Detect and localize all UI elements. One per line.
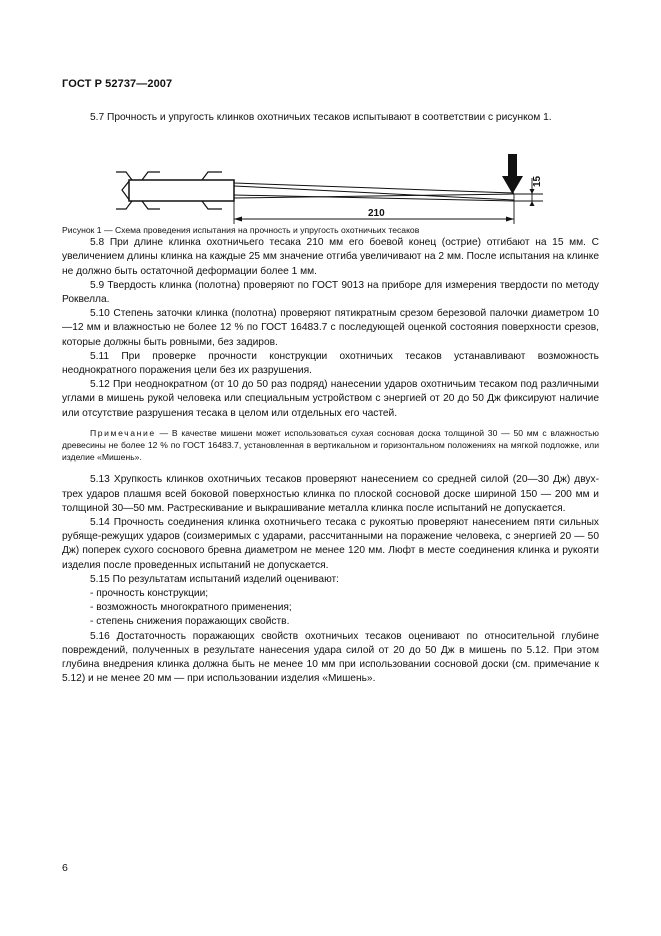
paragraph-5-9: 5.9 Твердость клинка (полотна) проверяют по ГОСТ 9013 на приборе для измерения твердости по методу Роквелла. [62, 279, 599, 306]
paragraph-5-15: 5.15 По результатам испытаний изделий оценивают: [90, 573, 339, 585]
paragraph-5-10: 5.10 Степень заточки клинка (полотна) проверяют пятикратным срезом березовой палочки диаметром 10—12 мм и влажностью не более 12 % по ГОСТ 16483.7 с последующей оценкой состояния поверхности срезов, которые должны быть ровными, без задиров. [62, 308, 599, 348]
length-dimension-label: 210 [368, 208, 385, 220]
test-scheme-diagram [62, 134, 599, 224]
note-label: Примечание [90, 427, 156, 438]
document-body [62, 111, 599, 687]
paragraph-5-14: 5.14 Прочность соединения клинка охотничьего тесака с рукоятью проверяют нанесением пяти сильных рубяще-режущих ударов (соизмеримых с ударами, рассчитанными на поражение человека, с энергией 20 — 50 Дж) поперек сухого соснового бревна диаметром не менее 120 мм. Люфт в месте соединения клинка и рукояти изделия после проведенных испытаний не допускается. [62, 517, 599, 571]
note-text: — В качестве мишени может использоваться сухая сосновая доска толщиной 30 — 50 мм с влажностью древесины не более 12 % по ГОСТ 16483.7, установленная в вертикальном и горизонтальном положениях на мягкой подложке, или изделие «Мишень». [62, 427, 599, 463]
paragraph-5-11: 5.11 При проверке прочности конструкции охотничьих тесаков устанавливают возможность неоднократного поражения цели без их разрушения. [62, 350, 599, 377]
note-5-12 [62, 427, 599, 464]
paragraph-5-8: 5.8 При длине клинка охотничьего тесака 210 мм его боевой конец (острие) отгибают на 15 мм. С увеличением длины клинка на каждые 25 мм значение отгиба увеличивают на 2 мм. После испытания на клинке не должно быть остаточной деформации более 1 мм. [62, 237, 599, 277]
figure-caption: Рисунок 1 — Схема проведения испытания на прочность и упругость охотничьих тесаков [62, 225, 420, 236]
paragraph-5-7: 5.7 Прочность и упругость клинков охотничьих тесаков испытывают в соответствии с рисунком 1. [90, 112, 552, 123]
list-item: - степень снижения поражающих свойств. [90, 616, 290, 628]
force-arrow-shaft [508, 154, 517, 176]
paragraph-5-16: 5.16 Достаточность поражающих свойств охотничьих тесаков оценивают по относительной глубине повреждений, полученных в результате нанесения удара силой от 20 до 50 Дж в мишень по 5.12. При этом глубина внедрения клинка должна быть не менее 10 мм при использовании сосновой доски (см. примечание к 5.12) и не менее 20 мм — при использовании изделия «Мишень». [62, 630, 599, 685]
paragraph-5-12: 5.12 При неоднократном (от 10 до 50 раз подряд) нанесении ударов охотничьим тесаком под различными углами в мишень рукой человека или специальным устройством с энергией от 20 до 50 Дж фиксируют наличие или отсутствие разрушения тесака в целом или отдельных его частей. [62, 379, 599, 419]
handle-shape [129, 180, 234, 201]
list-item: - возможность многократного применения; [90, 602, 292, 614]
list-item: - прочность конструкции; [90, 588, 209, 600]
paragraph-5-13: 5.13 Хрупкость клинков охотничьих тесаков проверяют нанесением со средней силой (20—30 Дж) двух-трех ударов плашмя всей боковой поверхностью клинка по плоской сосновой доске шириной 150 — 200 мм и толщиной 30—50 мм. Растрескивание и выкрашивание металла клинка после испытаний не допускается. [62, 474, 599, 514]
page-number: 6 [62, 862, 68, 874]
figure-1 [62, 134, 599, 224]
document-header: ГОСТ Р 52737—2007 [62, 78, 173, 90]
force-arrow-head [502, 176, 523, 194]
deflection-dimension-label: 15 [532, 176, 543, 188]
